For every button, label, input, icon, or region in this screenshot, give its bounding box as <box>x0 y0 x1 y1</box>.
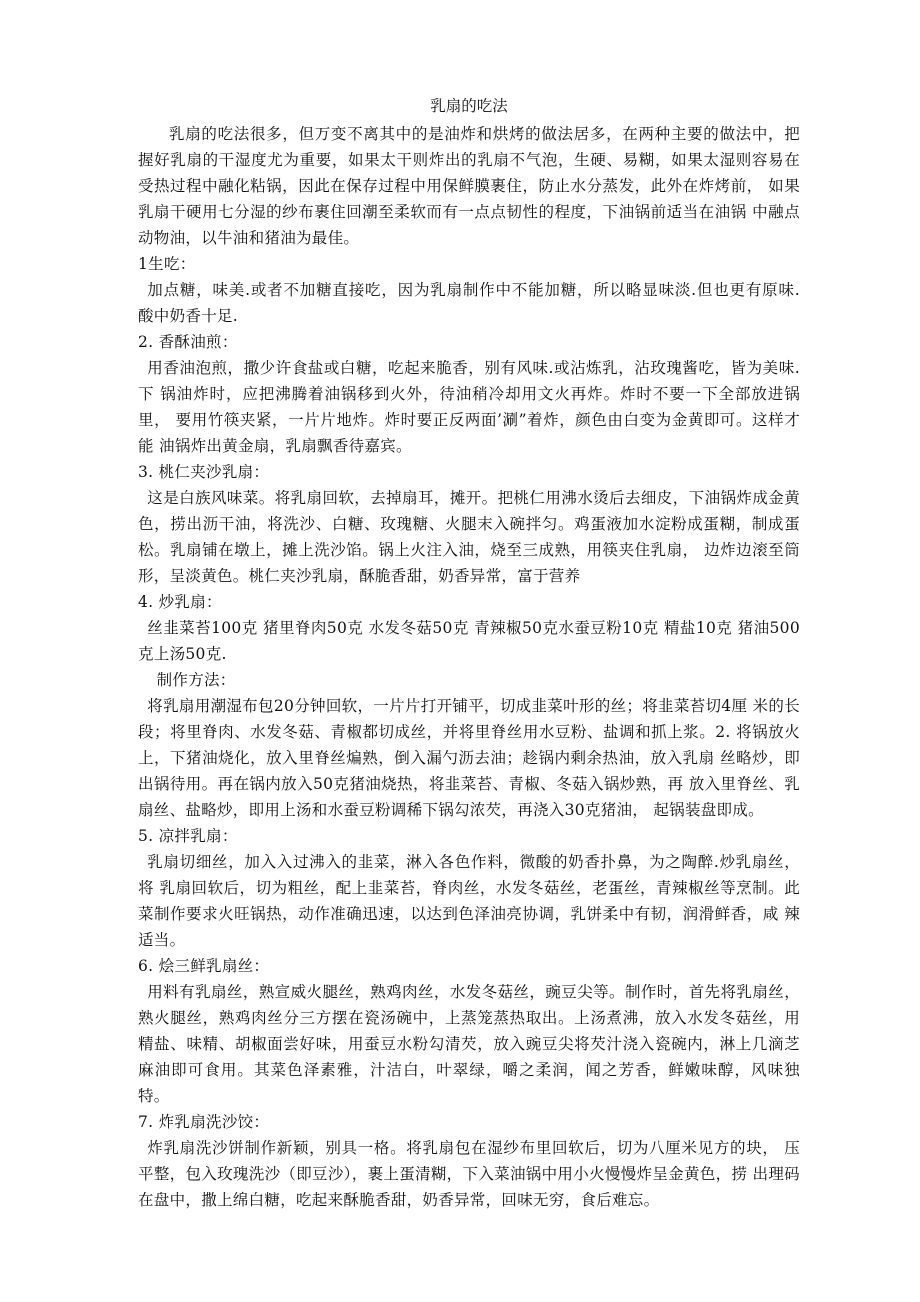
section-heading-dumpling: 7. 炸乳扇洗沙饺： <box>138 1113 270 1131</box>
section-heading-walnut: 3. 桃仁夹沙乳扇： <box>138 463 270 481</box>
document-page <box>138 93 800 1213</box>
section-heading-raw: 1生吃： <box>138 255 196 273</box>
section-body-raw: 加点糖，味美.或者不加糖直接吃，因为乳扇制作中不能加糖，所以略显味淡.但也更有原味. 酸中奶香十足. <box>138 281 800 325</box>
section-body-cold: 乳扇切细丝，加入入过沸入的韭菜，淋入各色作料，微酸的奶香扑鼻，为之陶醉.炒乳扇丝，将 乳扇回软后，切为粗丝，配上韭菜苔，脊肉丝，水发冬菇丝，老蛋丝，青辣椒丝等烹制。此 菜制作要求火旺锅热，动作准确迅速，以达到色泽油亮协调，乳饼柔中有韧，润滑鲜香，咸 辣适当。 <box>138 853 800 949</box>
document-title: 乳扇的吃法 <box>430 97 508 115</box>
section-body-stirfry-method: 将乳扇用潮湿布包20分钟回软，一片片打开铺平，切成韭菜叶形的丝；将韭菜苔切4厘 米的长段；将里脊肉、水发冬菇、青椒都切成丝，并将里脊丝用水豆粉、盐调和抓上浆。2. 将锅放火上，下猪油烧化，放入里脊丝煸熟，倒入漏勺沥去油；趁锅内剩余热油，放入乳扇 丝略炒，即出锅待用。再在锅内放入50克猪油烧热，将韭菜苔、青椒、冬菇入锅炒熟，再 放入里脊丝、乳扇丝、盐略炒，即用上汤和水蚕豆粉调稀下锅勾浓芡，再浇入30克猪油， 起锅装盘即成。 <box>138 697 800 819</box>
section-subhead-method: 制作方法： <box>156 671 236 689</box>
section-body-walnut: 这是白族风味菜。将乳扇回软，去掉扇耳，摊开。把桃仁用沸水烫后去细皮，下油锅炸成金黄色，捞出沥干油，将洗沙、白糖、玫瑰糖、火腿末入碗拌匀。鸡蛋液加水淀粉成蛋糊，制成蛋松。乳扇铺在墩上，摊上洗沙馅。锅上火注入油，烧至三成熟，用筷夹住乳扇， 边炸边滚至筒形，呈淡黄色。桃仁夹沙乳扇，酥脆香甜，奶香异常，富于营养 <box>138 489 800 585</box>
section-heading-cold: 5. 凉拌乳扇： <box>138 827 238 845</box>
section-body-dumpling: 炸乳扇洗沙饼制作新颖，别具一格。将乳扇包在湿纱布里回软后，切为八厘米见方的块， 压平整，包入玫瑰洗沙（即豆沙），裹上蛋清糊，下入菜油锅中用小火慢慢炸呈金黄色，捞 出理码在盘中，撒上绵白糖，吃起来酥脆香甜，奶香异常，回味无穷，食后难忘。 <box>138 1139 800 1209</box>
intro-paragraph: 乳扇的吃法很多，但万变不离其中的是油炸和烘烤的做法居多，在两种主要的做法中，把握好乳扇的干湿度尤为重要，如果太干则炸出的乳扇不气泡，生硬、易糊，如果太湿则容易在受热过程中融化粘锅，因此在保存过程中用保鲜膜裹住，防止水分蒸发，此外在炸烤前， 如果乳扇干硬用七分湿的纱布裹住回潮至柔软而有一点点韧性的程度，下油锅前适当在油锅 中融点动物油，以牛油和猪油为最佳。 <box>138 125 800 247</box>
section-heading-fried: 2. 香酥油煎： <box>138 333 238 351</box>
section-body-three-fresh: 用料有乳扇丝，熟宣威火腿丝，熟鸡肉丝，水发冬菇丝，豌豆尖等。制作时，首先将乳扇丝，熟火腿丝，熟鸡肉丝分三方摆在瓷汤碗中，上蒸笼蒸热取出。上汤煮沸，放入水发冬菇丝，用精盐、味精、胡椒面尝好味，用蚕豆水粉勾清芡，放入豌豆尖将芡汁浇入瓷碗内，淋上几滴芝麻油即可食用。其菜色泽素雅，汁洁白，叶翠绿，嚼之柔润，闻之芳香，鲜嫩味醇，风味独特。 <box>138 983 800 1105</box>
section-heading-three-fresh: 6. 烩三鲜乳扇丝： <box>138 957 270 975</box>
section-heading-stirfry: 4. 炒乳扇： <box>138 593 222 611</box>
section-body-stirfry-ingredients: 丝韭菜苔100克 猪里脊肉50克 水发冬菇50克 青辣椒50克水蚕豆粉10克 精盐10克 猪油500克上汤50克. <box>138 619 800 663</box>
section-body-fried: 用香油泡煎，撒少许食盐或白糖，吃起来脆香，别有风味.或沾炼乳，沾玫瑰酱吃，皆为美味.下 锅油炸时，应把沸腾着油锅移到火外，待油稍冷却用文火再炸。炸时不要一下全部放进锅里， 要用竹筷夹紧，一片片地炸。炸时要正反两面’涮”着炸，颜色由白变为金黄即可。这样才能 油锅炸出黄金扇，乳扇飘香待嘉宾。 <box>138 359 800 455</box>
